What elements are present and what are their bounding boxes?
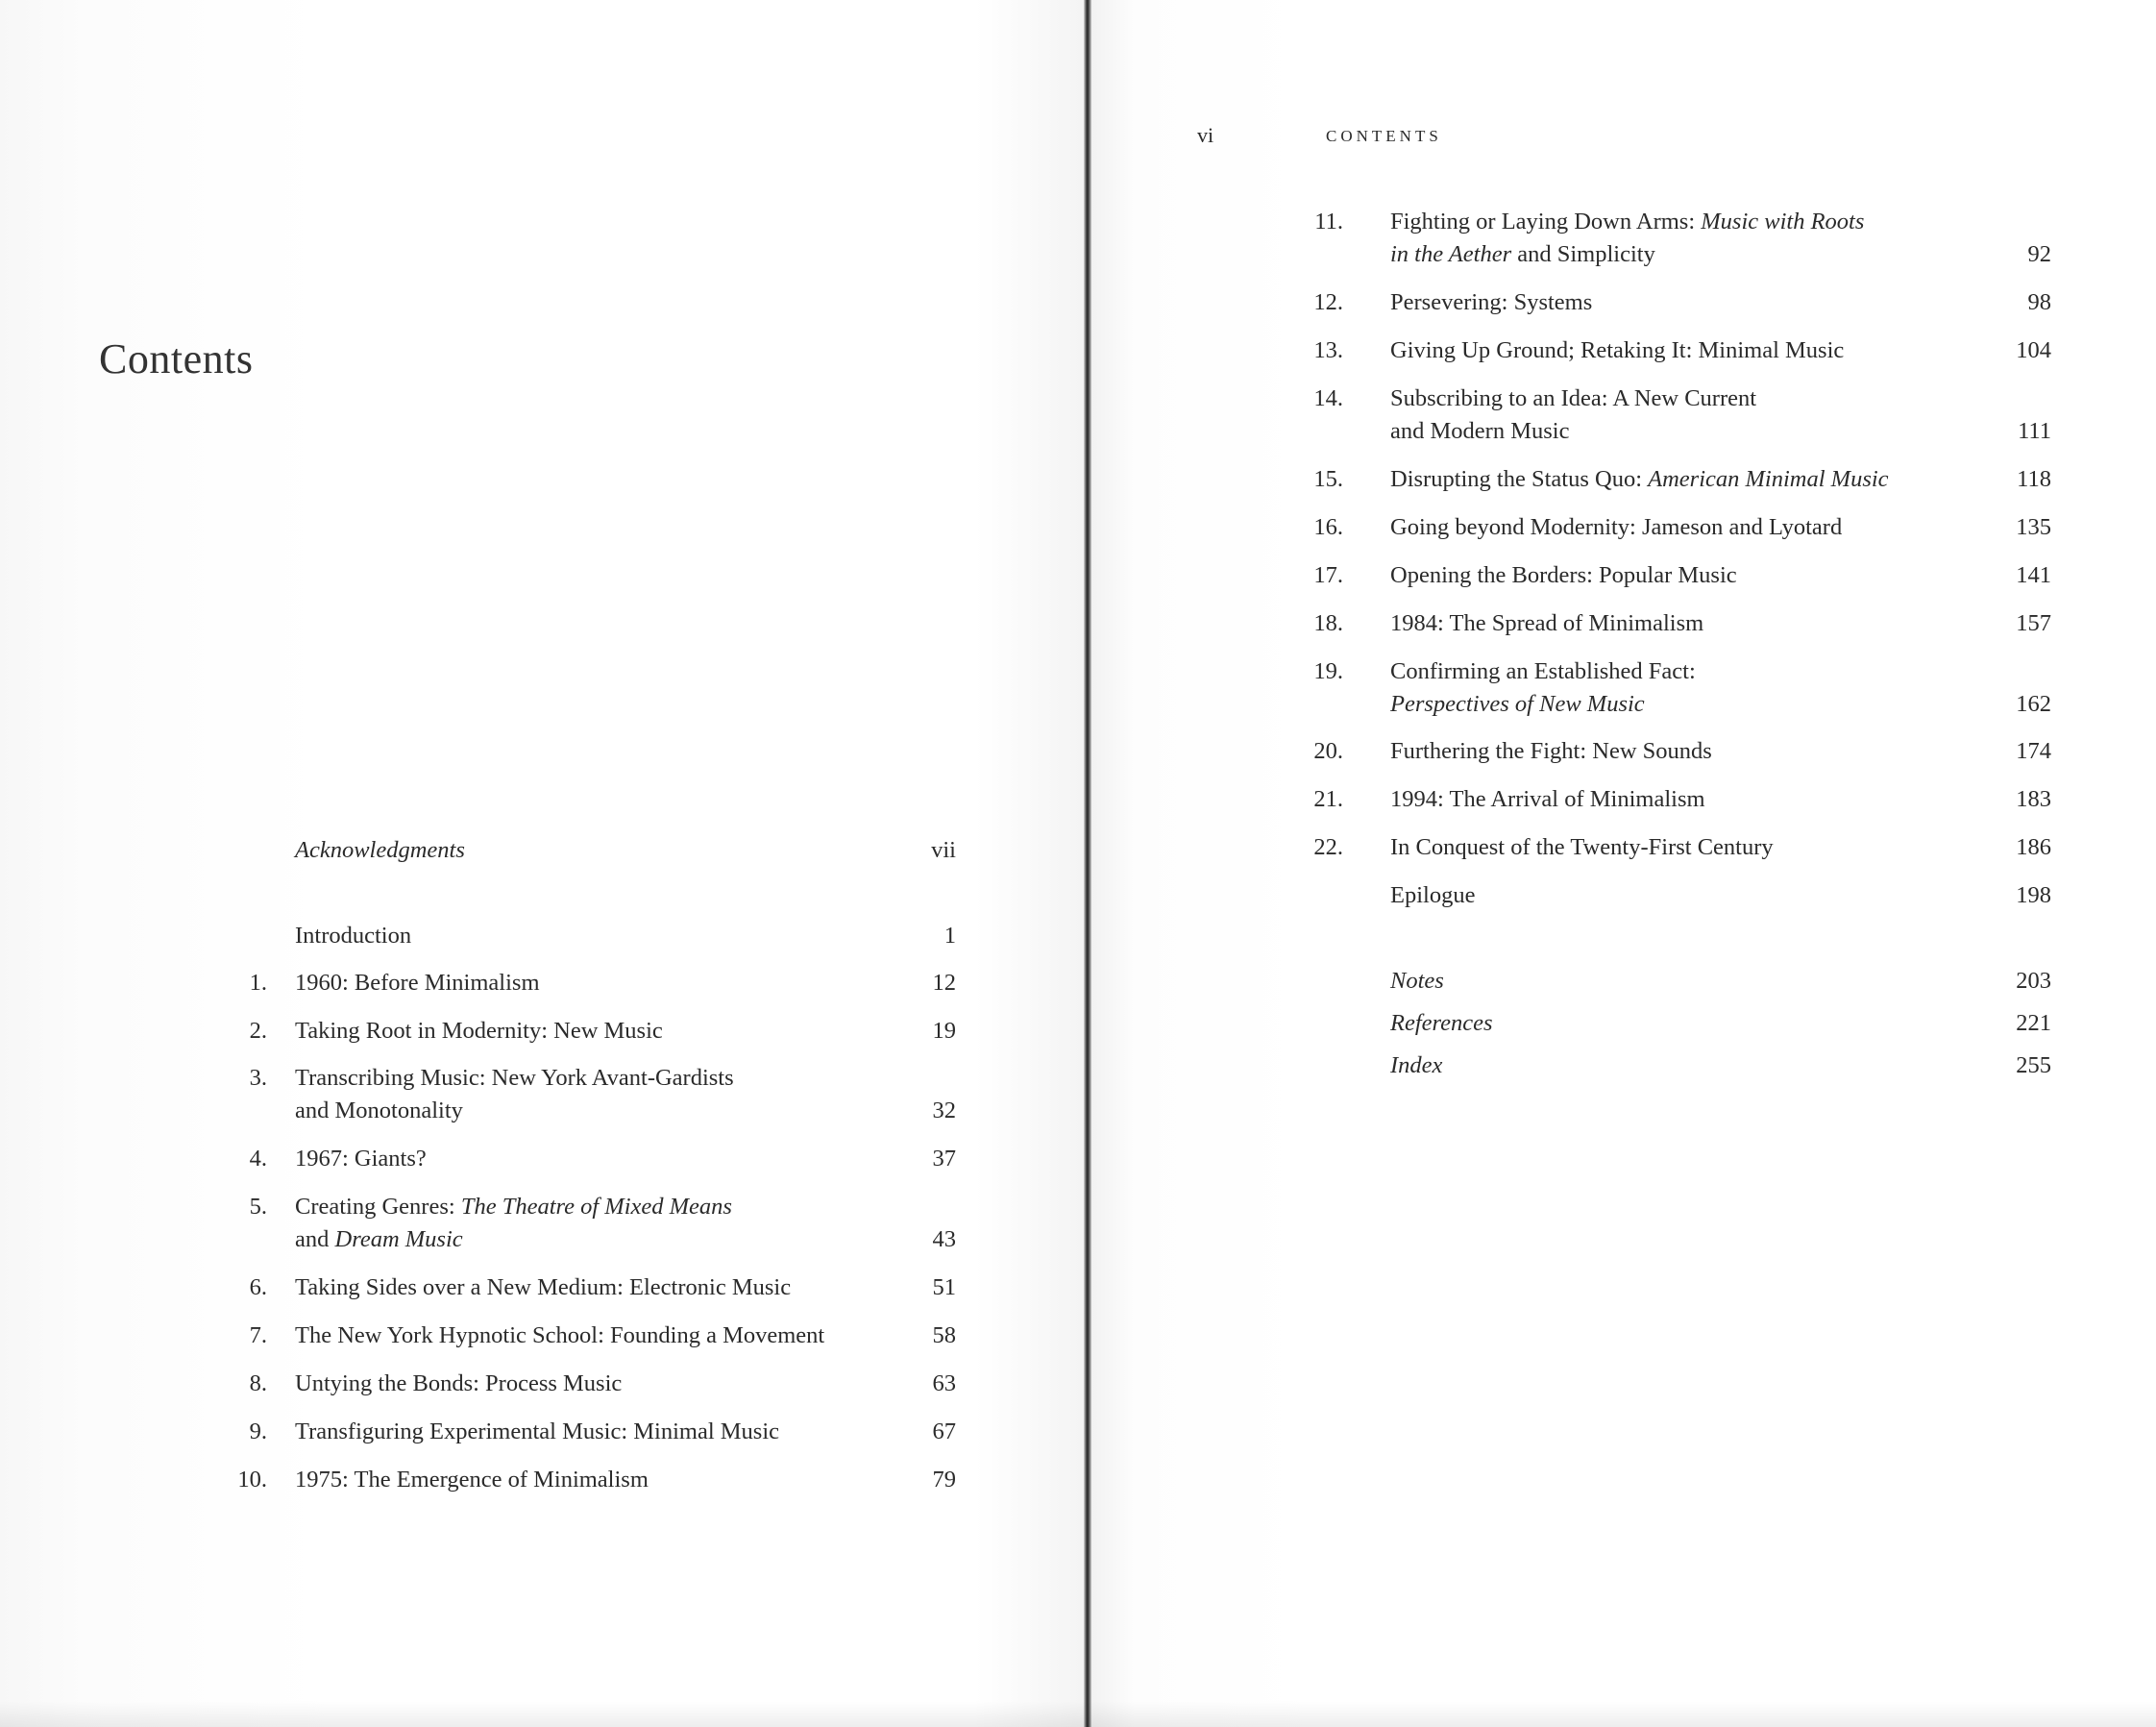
toc-entry-page: 198 (2016, 882, 2051, 908)
chapter-number: 7. (249, 1322, 267, 1348)
toc-entry-title: Taking Root in Modernity: New Music (295, 1018, 663, 1044)
title-italic: Dream Music (334, 1226, 463, 1252)
toc-entry-title: Untying the Bonds: Process Music (295, 1370, 623, 1396)
chapter-number: 22. (1313, 834, 1343, 860)
toc-entry-page: 1 (943, 923, 956, 949)
toc-entry-page: 67 (932, 1419, 956, 1444)
chapter-number: 16. (1313, 514, 1343, 540)
chapter-number: 18. (1313, 610, 1343, 636)
chapter-number: 4. (249, 1146, 267, 1172)
toc-entry-page: 32 (932, 1098, 956, 1123)
chapter-number: 20. (1313, 738, 1343, 764)
title-roman: Disrupting the Status Quo: (1390, 466, 1649, 492)
running-head: CONTENTS (1326, 127, 1442, 145)
toc-entry-title: 1984: The Spread of Minimalism (1390, 610, 1704, 636)
toc-entry-page: 203 (2016, 968, 2051, 994)
title-roman: Creating Genres: (295, 1194, 461, 1220)
toc-entry-title: Epilogue (1390, 882, 1476, 908)
toc-entry-page: 104 (2016, 337, 2051, 363)
toc-entry-page: 118 (2017, 466, 2051, 492)
toc-entry-page: 98 (2027, 289, 2051, 315)
toc-entry-title: 1967: Giants? (295, 1146, 427, 1172)
chapter-number: 12. (1313, 289, 1343, 315)
toc-entry-title-line-2: Perspectives of New Music (1390, 691, 1645, 717)
page-folio: vi (1197, 123, 1214, 147)
toc-entry-page: 221 (2016, 1010, 2051, 1036)
toc-entry-page: 79 (932, 1467, 956, 1493)
toc-entry-title: Persevering: Systems (1390, 289, 1593, 315)
toc-entry-title: Giving Up Ground; Retaking It: Minimal Music (1390, 337, 1845, 363)
chapter-number: 14. (1313, 385, 1343, 411)
toc-entry-title: Introduction (295, 923, 412, 949)
toc-entry-page: 92 (2027, 241, 2051, 267)
title-italic: Music with Roots (1701, 209, 1865, 234)
toc-entry-title: Furthering the Fight: New Sounds (1390, 738, 1712, 764)
toc-entry-page: 43 (932, 1226, 956, 1252)
chapter-number: 10. (237, 1467, 267, 1493)
toc-entry-title (1390, 463, 1889, 496)
toc-entry-title: Notes (1390, 968, 1444, 994)
chapter-number: 11. (1314, 209, 1343, 234)
title-roman: Fighting or Laying Down Arms: (1390, 209, 1702, 234)
toc-entry-title: Going beyond Modernity: Jameson and Lyotard (1390, 514, 1843, 540)
toc-entry-title: 1994: The Arrival of Minimalism (1390, 786, 1705, 812)
toc-entry-title: The New York Hypnotic School: Founding a Movement (295, 1322, 825, 1348)
chapter-number: 13. (1313, 337, 1343, 363)
chapter-number: 21. (1313, 786, 1343, 812)
toc-entry-title-line-1: Subscribing to an Idea: A New Current (1390, 385, 1757, 411)
toc-entry-page: 162 (2016, 691, 2051, 717)
title-italic: American Minimal Music (1648, 466, 1889, 492)
toc-entry-title-line-2: and Modern Music (1390, 418, 1570, 444)
title-roman: and Simplicity (1511, 241, 1655, 267)
toc-entry-title: 1975: The Emergence of Minimalism (295, 1467, 649, 1493)
chapter-number: 1. (249, 970, 267, 996)
toc-entry-page: 58 (932, 1322, 956, 1348)
title-italic: The Theatre of Mixed Means (460, 1194, 732, 1220)
toc-entry-title-line-2 (1390, 238, 1655, 271)
chapter-number: 15. (1313, 466, 1343, 492)
toc-entry-page: 255 (2016, 1052, 2051, 1078)
chapter-number: 6. (249, 1274, 267, 1300)
toc-entry-page: 157 (2016, 610, 2051, 636)
toc-entry-title: Transfiguring Experimental Music: Minimal Music (295, 1419, 780, 1444)
toc-entry-page: vii (931, 837, 956, 863)
toc-entry-title: Taking Sides over a New Medium: Electronic Music (295, 1274, 792, 1300)
toc-entry-title: Opening the Borders: Popular Music (1390, 562, 1737, 588)
chapter-number: 9. (249, 1419, 267, 1444)
toc-entry-page: 63 (932, 1370, 956, 1396)
toc-entry-title: Index (1390, 1052, 1443, 1078)
toc-entry-title: 1960: Before Minimalism (295, 970, 540, 996)
toc-entry-page: 183 (2016, 786, 2051, 812)
toc-entry-title-line-1: Transcribing Music: New York Avant-Gardists (295, 1065, 734, 1091)
toc-entry-page: 12 (932, 970, 956, 996)
toc-entry-title: In Conquest of the Twenty-First Century (1390, 834, 1774, 860)
title-roman: and (295, 1226, 335, 1252)
toc-entry-page: 174 (2016, 738, 2051, 764)
toc-entry-title-line-1: Confirming an Established Fact: (1390, 658, 1696, 684)
chapter-number: 5. (249, 1194, 267, 1220)
toc-entry-page: 141 (2016, 562, 2051, 588)
chapter-number: 2. (249, 1018, 267, 1044)
toc-entry-page: 19 (932, 1018, 956, 1044)
chapter-number: 19. (1313, 658, 1343, 684)
toc-entry-title-line-1 (1390, 206, 1864, 238)
toc-entry-page: 51 (932, 1274, 956, 1300)
toc-entry-title-line-2: and Monotonality (295, 1098, 463, 1123)
toc-entry-page: 135 (2016, 514, 2051, 540)
title-italic: in the Aether (1390, 241, 1512, 267)
page-title: Contents (99, 335, 254, 382)
toc-entry-page: 111 (2018, 418, 2051, 444)
toc-entry-title: References (1390, 1010, 1493, 1036)
chapter-number: 3. (249, 1065, 267, 1091)
toc-entry-page: 37 (932, 1146, 956, 1172)
toc-entry-title: Acknowledgments (295, 837, 465, 863)
toc-entry-page: 186 (2016, 834, 2051, 860)
chapter-number: 8. (249, 1370, 267, 1396)
chapter-number: 17. (1313, 562, 1343, 588)
